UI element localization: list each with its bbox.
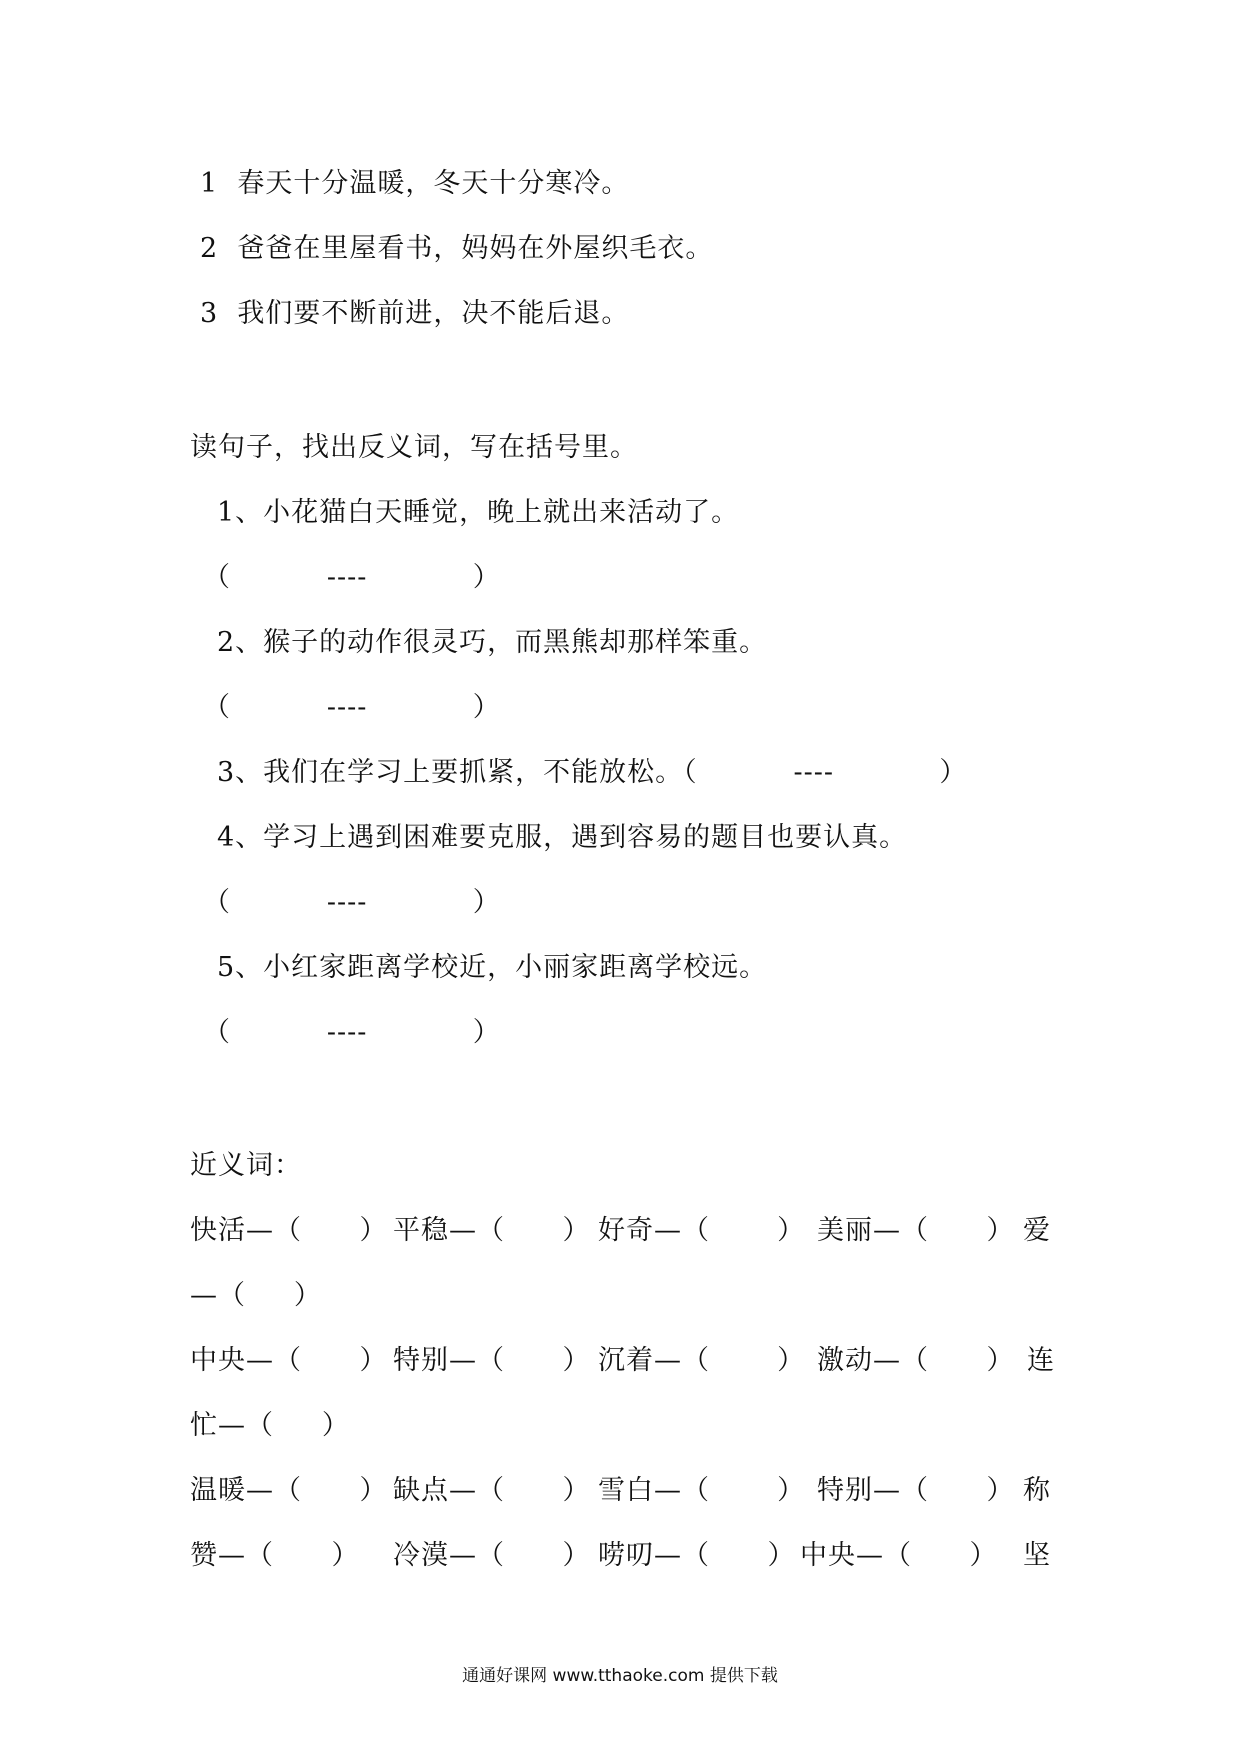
- synonym-item: 中央—（ ）: [190, 1345, 388, 1376]
- synonym-item: 雪白—（ ）: [598, 1475, 806, 1506]
- synonym-item: 美丽—（ ）: [817, 1215, 1015, 1246]
- synonym-item: 缺点—（ ）: [393, 1475, 591, 1506]
- synonym-item: 沉着—（ ）: [598, 1345, 806, 1376]
- footer-credit: 通通好课网 www.tthaoke.com 提供下载: [462, 1666, 778, 1686]
- sentence-2: 2 爸爸在里屋看书，妈妈在外屋织毛衣。: [200, 233, 714, 264]
- antonym-item-4: 4、学习上遇到困难要克服，遇到容易的题目也要认真。: [217, 822, 908, 853]
- antonym-answer-1: （ ---- ）: [203, 562, 501, 593]
- antonym-answer-2: （ ---- ）: [203, 692, 501, 723]
- sentence-3: 3 我们要不断前进，决不能后退。: [200, 298, 630, 329]
- synonym-item: 连: [1027, 1345, 1055, 1376]
- synonym-item: 好奇—（ ）: [598, 1215, 806, 1246]
- sentence-1: 1 春天十分温暖，冬天十分寒冷。: [200, 168, 630, 199]
- antonym-item-1: 1、小花猫白天睡觉，晚上就出来活动了。: [217, 497, 740, 528]
- synonym-item: 称: [1023, 1475, 1051, 1506]
- synonym-item: 冷漠—（ ）: [393, 1540, 591, 1571]
- synonym-item: 特别—（ ）: [393, 1345, 591, 1376]
- antonym-answer-4: （ ---- ）: [203, 887, 501, 918]
- synonym-item: 温暖—（ ）: [190, 1475, 388, 1506]
- synonym-item: —（ ）: [190, 1280, 322, 1311]
- synonym-item: 唠叨—（ ）: [598, 1540, 796, 1571]
- antonym-answer-5: （ ---- ）: [203, 1017, 501, 1048]
- synonym-item: 激动—（ ）: [817, 1345, 1015, 1376]
- synonym-item: 爱: [1023, 1215, 1051, 1246]
- synonym-heading: 近义词：: [190, 1150, 302, 1181]
- synonym-item: 快活—（ ）: [190, 1215, 388, 1246]
- antonym-item-5: 5、小红家距离学校近，小丽家距离学校远。: [217, 952, 768, 983]
- synonym-item: 平稳—（ ）: [393, 1215, 591, 1246]
- synonym-item: 特别—（ ）: [817, 1475, 1015, 1506]
- synonym-item: 中央—（ ）: [800, 1540, 998, 1571]
- synonym-item: 坚: [1023, 1540, 1051, 1571]
- synonym-item: 赞—（ ）: [190, 1540, 360, 1571]
- antonym-heading: 读句子，找出反义词，写在括号里。: [190, 432, 638, 463]
- synonym-item: 忙—（ ）: [190, 1410, 350, 1441]
- antonym-item-2: 2、猴子的动作很灵巧，而黑熊却那样笨重。: [217, 627, 768, 658]
- antonym-item-3: 3、我们在学习上要抓紧，不能放松。（ ---- ）: [217, 757, 968, 788]
